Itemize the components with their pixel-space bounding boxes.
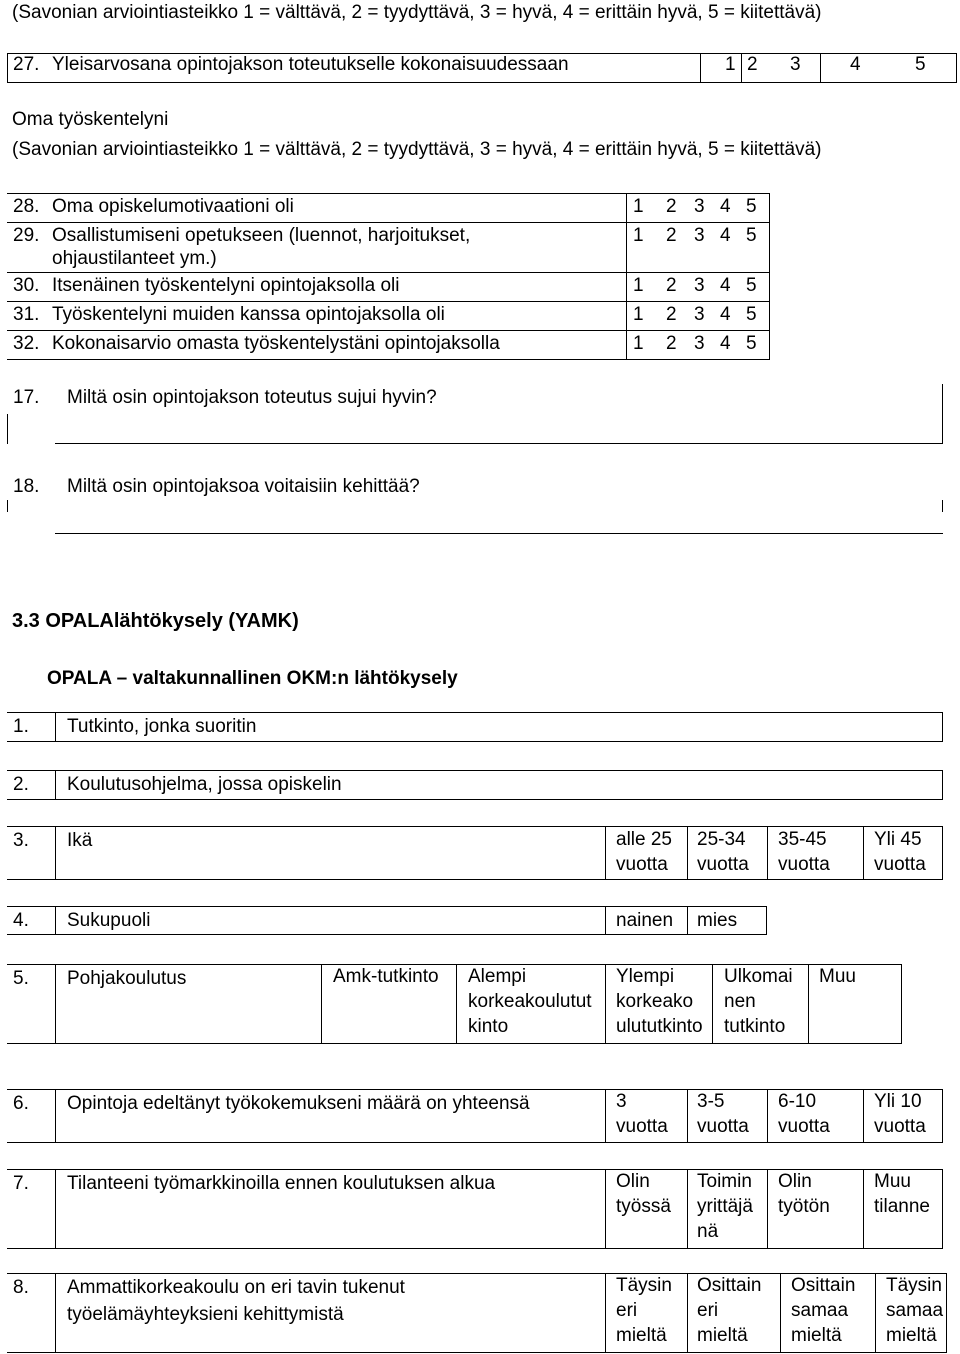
q7-option-3[interactable]: Olin työtön [778,1171,830,1217]
q17-answer-line[interactable] [55,443,943,444]
item-scale-option-2[interactable]: 2 [666,304,677,325]
q4-text: Sukupuoli [67,910,151,931]
q3-right-border [942,826,943,880]
item-scale-option-2[interactable]: 2 [666,275,677,296]
q7-option-4[interactable]: Muu tilanne [874,1171,930,1217]
q27-scale-4[interactable]: 4 [850,54,861,75]
item-scale-option-5[interactable]: 5 [746,225,757,246]
q2-right-border [942,770,943,800]
items-bottom-border [7,359,770,360]
q5-option-1[interactable]: Amk-tutkinto [333,966,439,987]
q27-divider-3 [820,53,821,83]
q8-bottom-border [7,1352,947,1353]
q4-divider-2 [687,906,688,935]
q7-divider-4 [863,1169,864,1249]
item-right-border [769,301,770,330]
item-text: Osallistumiseni opetukseen (luennot, harjoitukset, [52,225,471,246]
q18-text: Miltä osin opintojaksoa voitaisiin kehittää? [67,476,420,497]
section-subtitle: OPALA – valtakunnallinen OKM:n lähtökysely [47,668,458,689]
q8-option-2[interactable]: Osittain eri mieltä [697,1275,762,1346]
q5-divider-3 [605,964,606,1044]
q8-option-4[interactable]: Täysin samaa mieltä [886,1275,944,1346]
q5-option-2[interactable]: Alempi korkeakoulutut kinto [468,966,592,1037]
item-scale-option-4[interactable]: 4 [720,196,731,217]
item-scale-option-3[interactable]: 3 [694,275,705,296]
q6-option-4[interactable]: Yli 10 vuotta [874,1091,926,1137]
q18-right-tick [942,500,943,512]
q2-number: 2. [13,774,29,795]
item-scale-option-4[interactable]: 4 [720,275,731,296]
item-scale-option-4[interactable]: 4 [720,225,731,246]
q5-option-3[interactable]: Ylempi korkeako ulututkinto [616,966,703,1037]
q7-text: Tilanteeni työmarkkinoilla ennen koulutuksen alkua [67,1173,496,1194]
q7-divider-2 [687,1169,688,1249]
q27-left-border [7,53,8,83]
q4-option-male[interactable]: mies [697,910,738,931]
q6-text: Opintoja edeltänyt työkokemukseni määrä on yhteensä [67,1093,530,1114]
item-scale-option-1[interactable]: 1 [633,333,644,354]
q7-divider-1 [605,1169,606,1249]
q5-option-5[interactable]: Muu [819,966,856,987]
item-top-border [7,301,770,302]
q17-answer-right [942,414,943,444]
q1-number: 1. [13,716,29,737]
q18-number: 18. [13,476,40,497]
own-work-scale: (Savonian arviointiasteikko 1 = välttävä, 2 = tyydyttävä, 3 = hyvä, 4 = erittäin hyvä, 5 = kiitettävä) [12,139,822,160]
q4-option-female[interactable]: nainen [616,910,674,931]
q27-number: 27. [13,54,40,75]
item-number: 28. [13,196,40,217]
item-text-line2: ohjaustilanteet ym.) [52,248,217,269]
q3-option-2[interactable]: 25-34 vuotta [697,829,749,875]
q5-option-4[interactable]: Ulkomai nen tutkinto [724,966,793,1037]
item-scale-option-4[interactable]: 4 [720,304,731,325]
q4-number: 4. [13,910,29,931]
item-scale-option-2[interactable]: 2 [666,225,677,246]
item-scale-option-1[interactable]: 1 [633,196,644,217]
item-number: 32. [13,333,40,354]
q2-top-border [7,770,943,771]
q17-number: 17. [13,387,40,408]
item-right-border [769,222,770,272]
item-scale-divider [626,301,627,330]
q17-text: Miltä osin opintojakson toteutus sujui hyvin? [67,387,437,408]
q8-divider-2 [687,1273,688,1353]
q8-divider-3 [780,1273,781,1353]
q1-right-border [942,712,943,742]
q8-right-border [946,1273,947,1353]
q6-divider-2 [687,1089,688,1143]
q4-divider-1 [605,906,606,935]
q18-left-tick [7,500,8,512]
q27-divider-1 [700,53,701,83]
q7-bottom-border [7,1248,943,1249]
q3-option-3[interactable]: 35-45 vuotta [778,829,830,875]
item-top-border [7,222,770,223]
item-scale-divider [626,272,627,301]
q7-divider-3 [767,1169,768,1249]
q27-bottom-border [7,82,957,83]
item-scale-option-1[interactable]: 1 [633,225,644,246]
q27-scale-2[interactable]: 2 [747,54,758,75]
item-number: 31. [13,304,40,325]
q6-divider-0 [55,1089,56,1143]
q8-number: 8. [13,1277,29,1298]
q5-number: 5. [13,968,29,989]
item-scale-divider [626,193,627,222]
q8-divider-1 [605,1273,606,1353]
q3-divider-2 [687,826,688,880]
item-right-border [769,272,770,301]
item-scale-option-5[interactable]: 5 [746,275,757,296]
q27-scale-3[interactable]: 3 [790,54,801,75]
q6-option-3[interactable]: 6-10 vuotta [778,1091,830,1137]
item-scale-option-3[interactable]: 3 [694,333,705,354]
item-scale-option-2[interactable]: 2 [666,333,677,354]
q5-bottom-border [7,1043,902,1044]
q2-divider [55,770,56,800]
item-scale-option-3[interactable]: 3 [694,304,705,325]
q2-bottom-border [7,799,943,800]
q1-text: Tutkinto, jonka suoritin [67,716,257,737]
q6-option-1[interactable]: 3 vuotta [616,1091,668,1137]
q6-divider-1 [605,1089,606,1143]
item-scale-option-4[interactable]: 4 [720,333,731,354]
q7-option-2[interactable]: Toimin yrittäjä nä [697,1171,753,1242]
q4-right-border [766,906,767,935]
q2-text: Koulutusohjelma, jossa opiskelin [67,774,342,795]
q6-number: 6. [13,1093,29,1114]
item-scale-option-1[interactable]: 1 [633,275,644,296]
item-scale-option-5[interactable]: 5 [746,304,757,325]
q3-option-4[interactable]: Yli 45 vuotta [874,829,926,875]
q18-answer-line[interactable] [55,533,943,534]
q6-right-border [942,1089,943,1143]
q3-text: Ikä [67,830,93,851]
q3-divider-1 [605,826,606,880]
q3-divider-4 [863,826,864,880]
own-work-title: Oma työskentelyni [12,109,169,130]
item-number: 29. [13,225,40,246]
q8-option-1[interactable]: Täysin eri mieltä [616,1275,672,1346]
q3-number: 3. [13,830,29,851]
item-scale-divider [626,222,627,272]
q5-right-border [901,964,902,1044]
q5-divider-5 [808,964,809,1044]
q5-divider-0 [55,964,56,1044]
q17-answer-left [7,414,8,444]
q3-divider-0 [55,826,56,880]
item-top-border [7,272,770,273]
q6-bottom-border [7,1142,943,1143]
q5-divider-4 [712,964,713,1044]
q1-divider [55,712,56,742]
q27-divider-2 [741,53,742,83]
item-scale-option-3[interactable]: 3 [694,225,705,246]
item-scale-option-2[interactable]: 2 [666,196,677,217]
top-scale-text: (Savonian arviointiasteikko 1 = välttävä, 2 = tyydyttävä, 3 = hyvä, 4 = erittäin hyvä, 5 = kiitettävä) [12,2,822,23]
item-top-border [7,330,770,331]
item-scale-option-5[interactable]: 5 [746,196,757,217]
item-scale-option-1[interactable]: 1 [633,304,644,325]
q27-scale-5[interactable]: 5 [915,54,926,75]
q6-divider-3 [767,1089,768,1143]
q6-option-2[interactable]: 3-5 vuotta [697,1091,749,1137]
q7-right-border [942,1169,943,1249]
q4-bottom-border [7,934,767,935]
item-right-border [769,193,770,222]
q27-right-border [956,53,957,83]
q1-top-border [7,712,943,713]
q3-bottom-border [7,879,943,880]
q8-option-3[interactable]: Osittain samaa mieltä [791,1275,856,1346]
q1-bottom-border [7,741,943,742]
item-top-border [7,193,770,194]
item-text: Työskentelyni muiden kanssa opintojaksolla oli [52,304,445,325]
q7-number: 7. [13,1173,29,1194]
q4-divider-0 [55,906,56,935]
q8-text: Ammattikorkeakoulu on eri tavin tukenut [67,1277,405,1298]
q6-divider-4 [863,1089,864,1143]
q8-divider-0 [55,1273,56,1353]
item-text: Itsenäinen työskentelyni opintojaksolla oli [52,275,400,296]
q8-divider-4 [875,1273,876,1353]
q8-text-line2: työelämäyhteyksieni kehittymistä [67,1304,344,1325]
q3-divider-3 [767,826,768,880]
item-scale-option-3[interactable]: 3 [694,196,705,217]
section-title: 3.3 OPALAlähtökysely (YAMK) [12,610,299,632]
q5-text: Pohjakoulutus [67,968,187,989]
q17-right-border [942,384,943,414]
q27-scale-1[interactable]: 1 [725,54,736,75]
item-number: 30. [13,275,40,296]
q5-divider-1 [321,964,322,1044]
q7-divider-0 [55,1169,56,1249]
item-scale-divider [626,330,627,359]
item-text: Kokonaisarvio omasta työskentelystäni opintojaksolla [52,333,500,354]
q7-option-1[interactable]: Olin työssä [616,1171,671,1217]
q4-top-border [7,906,767,907]
item-scale-option-5[interactable]: 5 [746,333,757,354]
q27-text: Yleisarvosana opintojakson toteutukselle kokonaisuudessaan [52,54,569,75]
q5-divider-2 [456,964,457,1044]
item-right-border [769,330,770,359]
item-text: Oma opiskelumotivaationi oli [52,196,294,217]
q3-option-1[interactable]: alle 25 vuotta [616,829,672,875]
